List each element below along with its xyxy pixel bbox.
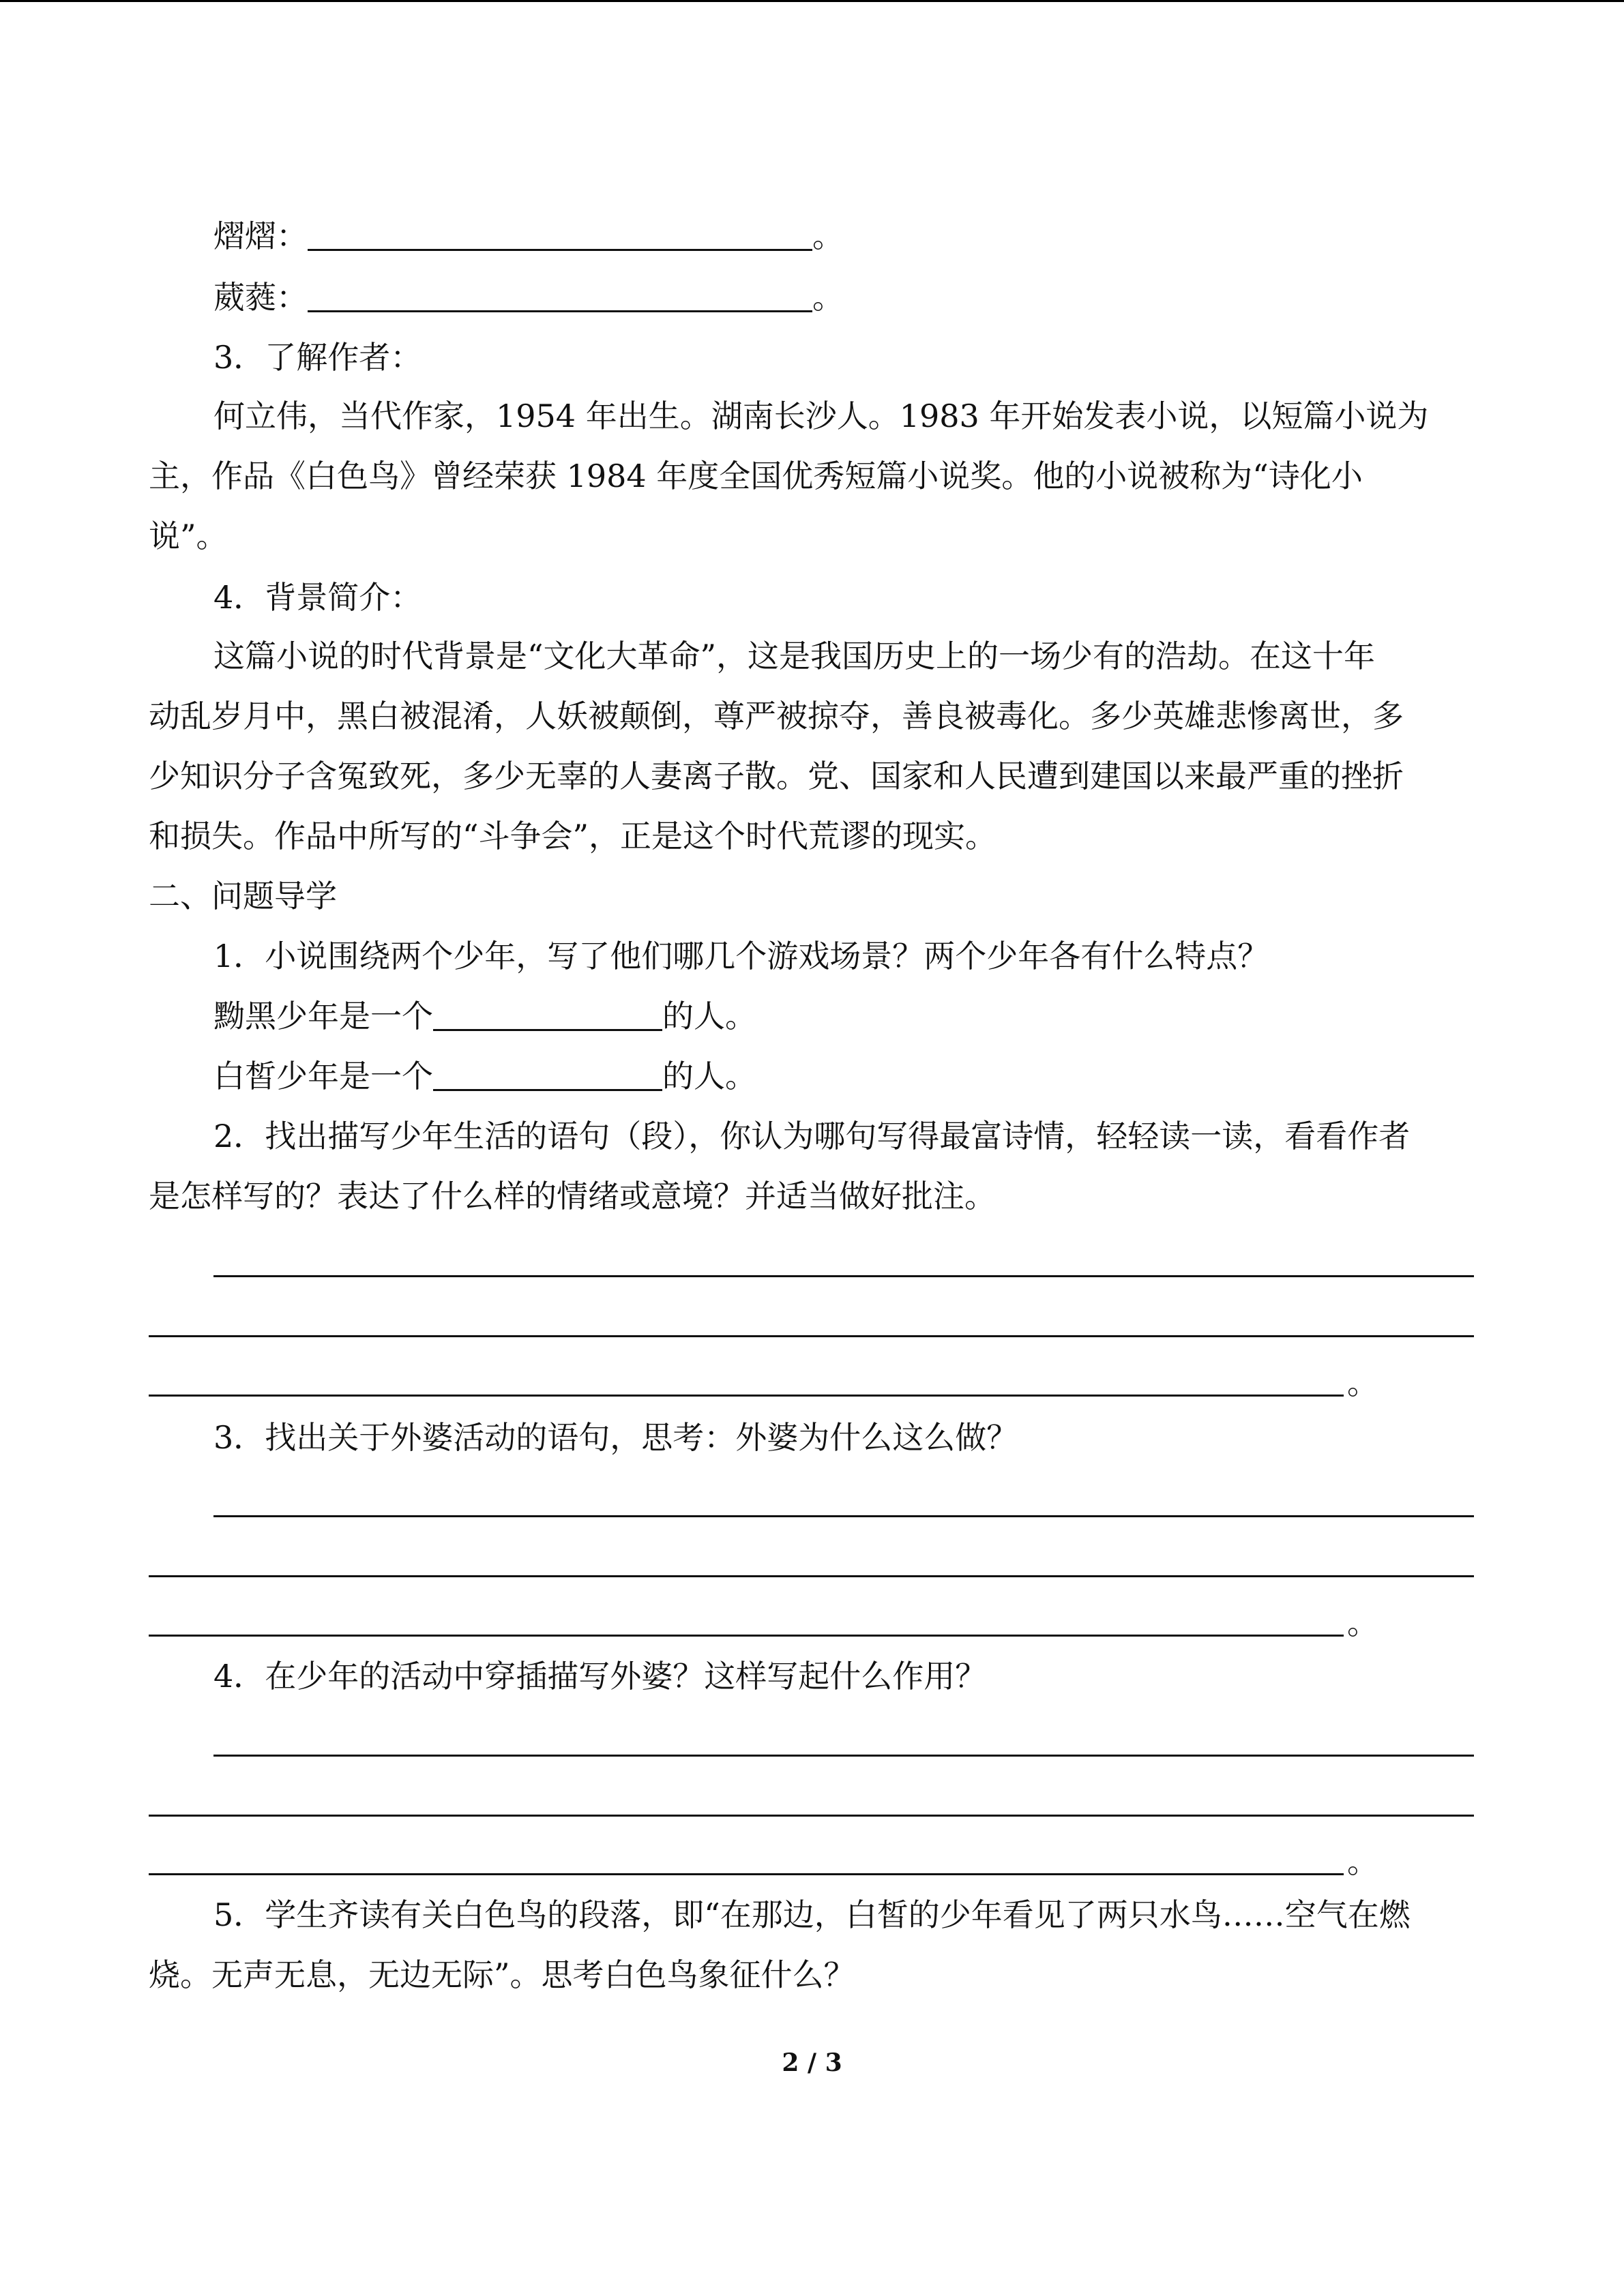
answer-line[interactable] (213, 1275, 1474, 1277)
answer-blank[interactable] (433, 998, 662, 1031)
answer-line[interactable] (149, 1873, 1344, 1875)
answer-blank[interactable] (308, 279, 812, 312)
answer-line[interactable] (149, 1335, 1474, 1337)
background-heading: 4．背景简介： (213, 579, 422, 616)
vocab-item-1 (213, 217, 844, 255)
answer-prefix: 白皙少年是一个 (213, 1058, 433, 1094)
answer-line[interactable] (149, 1635, 1344, 1637)
vocab-item-2 (213, 278, 844, 316)
answer-line[interactable] (213, 1515, 1474, 1517)
answer-line[interactable] (149, 1395, 1344, 1397)
background-text-line: 和损失。作品中所写的“斗争会”，正是这个时代荒谬的现实。 (149, 818, 997, 854)
author-text-line: 何立伟，当代作家，1954 年出生。湖南长沙人。1983 年开始发表小说，以短篇小说为 (213, 398, 1429, 434)
top-border (0, 0, 1624, 2)
question-3: 3．找出关于外婆活动的语句，思考：外婆为什么这么做？ (213, 1419, 1018, 1456)
question-5-line: 5．学生齐读有关白色鸟的段落，即“在那边，白皙的少年看见了两只水鸟……空气在燃 (213, 1896, 1411, 1933)
period: 。 (1347, 1843, 1378, 1880)
question-4: 4．在少年的活动中穿插描写外婆？这样写起什么作用？ (213, 1658, 987, 1695)
period: 。 (812, 279, 844, 316)
answer-line[interactable] (213, 1755, 1474, 1757)
answer-blank[interactable] (308, 218, 812, 251)
question-2-line: 2．找出描写少年生活的语句（段），你认为哪句写得最富诗情，轻轻读一读，看看作者 (213, 1118, 1411, 1154)
question-2-line: 是怎样写的？表达了什么样的情绪或意境？并适当做好批注。 (149, 1178, 996, 1214)
author-text-line: 主，作品《白色鸟》曾经荣获 1984 年度全国优秀短篇小说奖。他的小说被称为“诗化小 (149, 458, 1363, 494)
vocab-term: 熠熠： (213, 218, 308, 254)
period: 。 (1347, 1365, 1378, 1401)
answer-blank[interactable] (433, 1058, 662, 1091)
section-heading: 二、问题导学 (149, 878, 337, 914)
answer-line[interactable] (149, 1815, 1474, 1817)
author-heading: 3．了解作者： (213, 339, 422, 376)
period: 。 (1347, 1605, 1378, 1641)
author-text-line: 说”。 (149, 518, 228, 554)
question-1-answer-a (213, 997, 756, 1035)
answer-suffix: 的人。 (662, 998, 756, 1034)
answer-suffix: 的人。 (662, 1058, 756, 1094)
background-text-line: 少知识分子含冤致死，多少无辜的人妻离子散。党、国家和人民遭到建国以来最严重的挫折 (149, 758, 1404, 794)
background-text-line: 动乱岁月中，黑白被混淆，人妖被颠倒，尊严被掠夺，善良被毒化。多少英雄悲惨离世，多 (149, 698, 1404, 734)
period: 。 (812, 218, 844, 254)
question-1: 1．小说围绕两个少年，写了他们哪几个游戏场景？两个少年各有什么特点？ (213, 938, 1269, 974)
answer-line[interactable] (149, 1575, 1474, 1577)
question-5-line: 烧。无声无息，无边无际”。思考白色鸟象征什么？ (149, 1956, 855, 1993)
question-1-answer-b (213, 1057, 756, 1095)
answer-prefix: 黝黑少年是一个 (213, 998, 433, 1034)
background-text-line: 这篇小说的时代背景是“文化大革命”，这是我国历史上的一场少有的浩劫。在这十年 (213, 638, 1376, 674)
page-number: 2 / 3 (782, 2048, 842, 2077)
vocab-term: 葳蕤： (213, 279, 308, 316)
